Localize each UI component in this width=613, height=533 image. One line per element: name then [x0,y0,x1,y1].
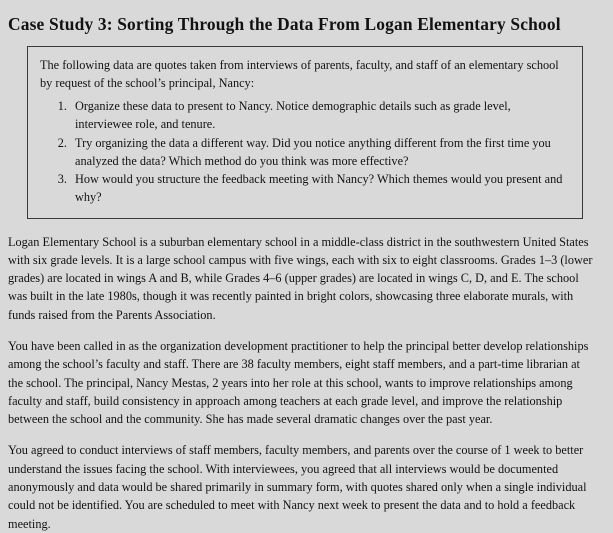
list-item: 2. Try organizing the data a different way. Did you notice anything different from the first time you analyzed the data? Which method do you think was more effective? [70,134,570,170]
page-title: Case Study 3: Sorting Through the Data From Logan Elementary School [8,14,561,34]
body-text-block [8,233,593,533]
list-item: 1. Organize these data to present to Nancy. Notice demographic details such as grade level, interviewee role, and tenure. [70,97,570,133]
callout-box [27,46,583,219]
list-item: 3. How would you structure the feedback meeting with Nancy? Which themes would you present and why? [70,170,570,206]
callout-numbered-list [40,97,570,206]
body-paragraph-interview-agreement: You agreed to conduct interviews of staff members, faculty members, and parents over the course of 1 week to better understand the issues facing the school. With interviewees, you agreed that all interviews would be documented anonymously and data would be shared primarily in summary form, with quotes shared only when a single individual could not be identified. You are scheduled to meet with Nancy next week to present the data and to hold a feedback meeting. [8,443,587,531]
body-paragraph-consultant-role: You have been called in as the organization development practitioner to help the principal better develop relationships among the school’s faculty and staff. There are 38 faculty members, eight staff members, and a part-time librarian at the school. The principal, Nancy Mestas, 2 years into her role at this school, wants to improve relationships among faculty and staff, build consistency in approach among teachers at each grade level, and improve the relationship between the school and the community. She has made several dramatic changes over the past year. [8,338,589,427]
callout-intro-text: The following data are quotes taken from interviews of parents, faculty, and staff of an elementary school by request of the school’s principal, Nancy: [40,57,559,91]
body-paragraph-school-description: Logan Elementary School is a suburban elementary school in a middle-class district in the southwestern United States with six grade levels. It is a large school campus with five wings, each with six to eight classrooms. Grades 1–3 (lower grades) are located in wings A and B, while Grades 4–6 (upper grades) are located in wings C, D, and E. The school was built in the late 1980s, though it was recently painted in bright colors, showcasing three elaborate murals, with funds raised from the Parents Association. [8,234,593,322]
